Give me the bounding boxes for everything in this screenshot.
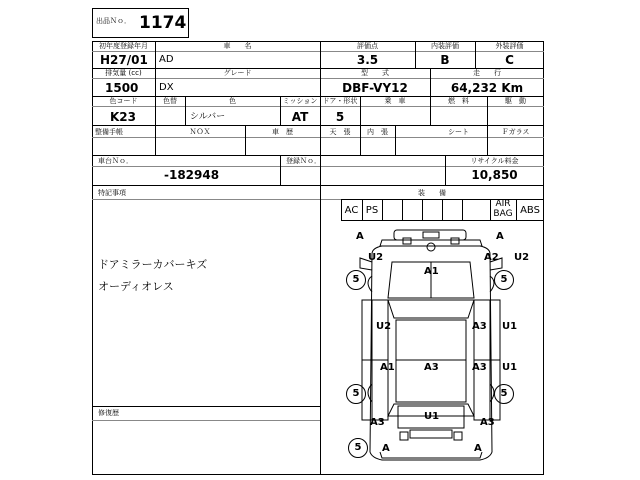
fuel-label: 燃 料 — [448, 97, 469, 105]
mark-front-left-corner: A — [356, 231, 364, 242]
recycle-value: 10,850 — [471, 168, 518, 182]
year-label: 初年度登録年月 — [99, 42, 148, 50]
lot-number-label: 出品Ｎｏ． — [96, 17, 131, 25]
f-glass-label: Ｆガラス — [501, 128, 530, 136]
mark-front-right-corner: A — [496, 231, 504, 242]
mark-back-door: U1 — [424, 411, 440, 422]
mark-right-mirror: A2 — [484, 252, 499, 263]
color-value: シルバー — [190, 112, 226, 122]
color-label: 色 — [229, 97, 236, 105]
car-name-value: AD — [159, 54, 174, 65]
mark-left-rear-wheel: 5 — [346, 384, 366, 404]
exterior-label: 外装評価 — [495, 42, 524, 50]
interior-value: B — [440, 53, 450, 67]
mark-rear-left-corner: A — [382, 443, 390, 454]
color-code-value: K23 — [110, 110, 136, 124]
remarks-label: 特記事項 — [98, 189, 126, 197]
mark-right-mirror-extra: U2 — [514, 252, 530, 263]
car-name-label: 車 名 — [223, 42, 252, 50]
remarks-line-2: オーディオレス — [98, 280, 174, 293]
mark-left-mirror: U2 — [368, 252, 384, 263]
mark-right-rear-door: A3 — [472, 362, 487, 373]
mark-left-rear-door: A1 — [380, 362, 395, 373]
mark-left-front-wheel: 5 — [346, 270, 366, 290]
equipment-abs: ABS — [520, 205, 540, 216]
exterior-value: C — [505, 53, 514, 67]
lot-number-value: 1174 — [139, 13, 187, 33]
grade-value: DX — [159, 82, 174, 93]
equipment-ac: AC — [344, 205, 359, 216]
remarks-line-1: ドアミラーカバーキズ — [98, 258, 208, 271]
score-label: 評価点 — [357, 42, 378, 50]
mark-right-front-wheel: 5 — [494, 270, 514, 290]
displacement-label: 排気量 (cc) — [105, 69, 142, 77]
mission-label: ミッション — [282, 97, 318, 105]
mark-left-rear-quarter: A3 — [370, 417, 385, 428]
handbook-label: 整備手帳 — [95, 128, 123, 136]
mark-spare-tire: 5 — [348, 438, 368, 458]
interior-cloth-label: 内 張 — [367, 128, 388, 136]
drive-label: 駆 動 — [505, 97, 526, 105]
seat-label: シート — [448, 128, 469, 136]
mark-right-front-door: A3 — [472, 321, 487, 332]
owner-history-label: 車 歴 — [272, 128, 293, 136]
mileage-label: 走 行 — [473, 69, 501, 77]
nox-label: ＮＯＸ — [189, 128, 211, 136]
interior-label: 内装評価 — [431, 42, 459, 50]
capacity-label: 乗 車 — [384, 97, 406, 105]
mark-right-rear-wheel: 5 — [494, 384, 514, 404]
model-value: DBF-VY12 — [342, 81, 408, 95]
mark-left-front-door: U2 — [376, 321, 392, 332]
equipment-ps: PS — [365, 205, 379, 216]
door-shape-label: ドア・形状 — [322, 97, 358, 105]
repair-history-label: 修復歴 — [98, 409, 119, 417]
mark-rear-right-corner: A — [474, 443, 482, 454]
mission-value: AT — [291, 110, 309, 124]
equipment-label: 装 備 — [418, 189, 446, 197]
sunroof-label: 天 張 — [329, 128, 351, 136]
chassis-label: 車台Ｎｏ． — [98, 157, 133, 165]
year-value: H27/01 — [100, 53, 148, 67]
equipment-airbag: AIR BAG — [493, 199, 513, 219]
mark-hood: A1 — [424, 266, 439, 277]
mileage-value: 64,232 Km — [450, 81, 524, 95]
car-diagram — [320, 221, 544, 475]
mark-right-rear-door-extra: U1 — [502, 362, 518, 373]
mark-right-rear-quarter: A3 — [480, 417, 495, 428]
mark-right-front-door-extra: U1 — [502, 321, 518, 332]
reg-no-label: 登録Ｎｏ． — [286, 157, 321, 165]
color-code-label: 色コード — [109, 97, 138, 105]
chassis-value: -182948 — [164, 168, 220, 182]
door-shape-value: 5 — [335, 110, 345, 124]
model-label: 型 式 — [361, 69, 389, 77]
displacement-value: 1500 — [105, 81, 139, 95]
grade-label: グレード — [223, 69, 252, 77]
score-value: 3.5 — [356, 53, 379, 67]
color-type-label: 色替 — [163, 97, 177, 105]
mark-roof: A3 — [424, 362, 439, 373]
recycle-label: リサイクル料金 — [470, 157, 519, 165]
